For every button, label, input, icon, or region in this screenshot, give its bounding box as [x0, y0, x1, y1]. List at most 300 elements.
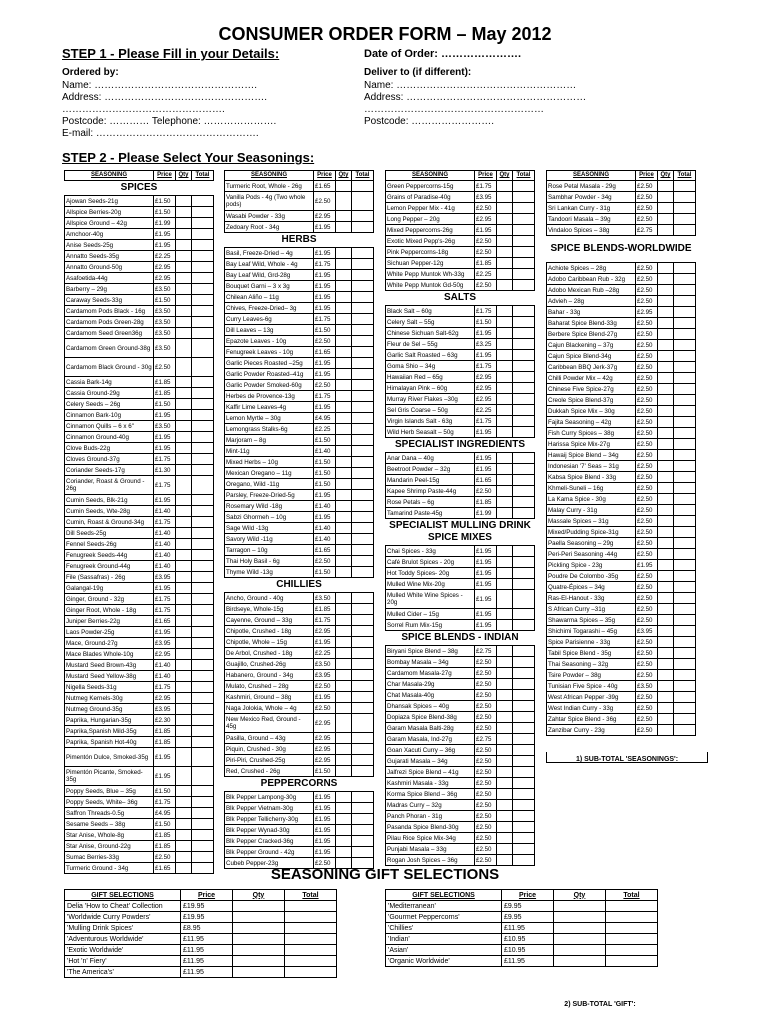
- total-cell[interactable]: [192, 786, 214, 797]
- qty-cell[interactable]: [497, 668, 513, 679]
- total-cell[interactable]: [192, 767, 214, 786]
- qty-cell[interactable]: [176, 819, 192, 830]
- total-cell[interactable]: [513, 306, 535, 317]
- total-cell[interactable]: [352, 468, 374, 479]
- qty-cell[interactable]: [176, 671, 192, 682]
- total-cell[interactable]: [192, 797, 214, 808]
- total-cell[interactable]: [513, 778, 535, 789]
- qty-cell[interactable]: [336, 733, 352, 744]
- total-cell[interactable]: [192, 660, 214, 671]
- qty-cell[interactable]: [176, 262, 192, 273]
- total-cell[interactable]: [352, 222, 374, 233]
- total-cell[interactable]: [513, 756, 535, 767]
- qty-cell[interactable]: [658, 461, 674, 472]
- total-cell[interactable]: [352, 545, 374, 556]
- total-cell[interactable]: [352, 457, 374, 468]
- ordered-address-field[interactable]: Address: ………………………………………….: [62, 92, 268, 103]
- gift-total-cell[interactable]: [285, 945, 337, 956]
- total-cell[interactable]: [674, 181, 696, 192]
- gift-total-cell[interactable]: [606, 912, 658, 923]
- gift-qty-cell[interactable]: [554, 945, 606, 956]
- total-cell[interactable]: [352, 325, 374, 336]
- total-cell[interactable]: [352, 292, 374, 303]
- total-cell[interactable]: [352, 604, 374, 615]
- gift-qty-cell[interactable]: [233, 967, 285, 978]
- qty-cell[interactable]: [336, 181, 352, 192]
- total-cell[interactable]: [192, 715, 214, 726]
- total-cell[interactable]: [674, 285, 696, 296]
- total-cell[interactable]: [352, 479, 374, 490]
- qty-cell[interactable]: [658, 516, 674, 527]
- total-cell[interactable]: [674, 384, 696, 395]
- total-cell[interactable]: [352, 347, 374, 358]
- qty-cell[interactable]: [497, 822, 513, 833]
- total-cell[interactable]: [352, 792, 374, 803]
- qty-cell[interactable]: [497, 181, 513, 192]
- qty-cell[interactable]: [176, 572, 192, 583]
- total-cell[interactable]: [192, 207, 214, 218]
- total-cell[interactable]: [674, 505, 696, 516]
- qty-cell[interactable]: [176, 506, 192, 517]
- qty-cell[interactable]: [336, 413, 352, 424]
- total-cell[interactable]: [352, 413, 374, 424]
- total-cell[interactable]: [192, 454, 214, 465]
- total-cell[interactable]: [674, 307, 696, 318]
- total-cell[interactable]: [674, 318, 696, 329]
- gift-qty-cell[interactable]: [233, 901, 285, 912]
- total-cell[interactable]: [674, 203, 696, 214]
- qty-cell[interactable]: [658, 725, 674, 736]
- total-cell[interactable]: [192, 605, 214, 616]
- total-cell[interactable]: [513, 214, 535, 225]
- qty-cell[interactable]: [658, 637, 674, 648]
- total-cell[interactable]: [674, 615, 696, 626]
- total-cell[interactable]: [192, 561, 214, 572]
- total-cell[interactable]: [352, 836, 374, 847]
- total-cell[interactable]: [192, 649, 214, 660]
- total-cell[interactable]: [352, 803, 374, 814]
- total-cell[interactable]: [674, 395, 696, 406]
- qty-cell[interactable]: [176, 693, 192, 704]
- qty-cell[interactable]: [658, 714, 674, 725]
- total-cell[interactable]: [513, 690, 535, 701]
- qty-cell[interactable]: [176, 704, 192, 715]
- qty-cell[interactable]: [497, 756, 513, 767]
- qty-cell[interactable]: [336, 825, 352, 836]
- total-cell[interactable]: [352, 692, 374, 703]
- total-cell[interactable]: [513, 372, 535, 383]
- qty-cell[interactable]: [176, 583, 192, 594]
- deliver-to-fields[interactable]: [364, 80, 664, 128]
- qty-cell[interactable]: [176, 841, 192, 852]
- total-cell[interactable]: [674, 604, 696, 615]
- qty-cell[interactable]: [497, 486, 513, 497]
- qty-cell[interactable]: [176, 229, 192, 240]
- qty-cell[interactable]: [658, 296, 674, 307]
- qty-cell[interactable]: [176, 852, 192, 863]
- qty-cell[interactable]: [176, 388, 192, 399]
- total-cell[interactable]: [513, 723, 535, 734]
- total-cell[interactable]: [352, 637, 374, 648]
- total-cell[interactable]: [192, 627, 214, 638]
- qty-cell[interactable]: [176, 399, 192, 410]
- total-cell[interactable]: [192, 852, 214, 863]
- total-cell[interactable]: [513, 427, 535, 438]
- qty-cell[interactable]: [176, 627, 192, 638]
- qty-cell[interactable]: [497, 475, 513, 486]
- total-cell[interactable]: [192, 295, 214, 306]
- qty-cell[interactable]: [658, 263, 674, 274]
- qty-cell[interactable]: [658, 505, 674, 516]
- gift-qty-cell[interactable]: [233, 912, 285, 923]
- qty-cell[interactable]: [176, 196, 192, 207]
- qty-cell[interactable]: [658, 582, 674, 593]
- total-cell[interactable]: [674, 362, 696, 373]
- qty-cell[interactable]: [336, 347, 352, 358]
- gift-total-cell[interactable]: [606, 934, 658, 945]
- total-cell[interactable]: [513, 745, 535, 756]
- qty-cell[interactable]: [497, 258, 513, 269]
- total-cell[interactable]: [352, 659, 374, 670]
- qty-cell[interactable]: [497, 464, 513, 475]
- qty-cell[interactable]: [658, 681, 674, 692]
- total-cell[interactable]: [352, 358, 374, 369]
- total-cell[interactable]: [513, 557, 535, 568]
- qty-cell[interactable]: [336, 534, 352, 545]
- qty-cell[interactable]: [336, 556, 352, 567]
- qty-cell[interactable]: [658, 439, 674, 450]
- qty-cell[interactable]: [176, 539, 192, 550]
- qty-cell[interactable]: [336, 567, 352, 578]
- total-cell[interactable]: [513, 394, 535, 405]
- qty-cell[interactable]: [658, 659, 674, 670]
- total-cell[interactable]: [192, 682, 214, 693]
- total-cell[interactable]: [192, 841, 214, 852]
- total-cell[interactable]: [352, 435, 374, 446]
- total-cell[interactable]: [192, 196, 214, 207]
- gift-total-cell[interactable]: [285, 967, 337, 978]
- qty-cell[interactable]: [658, 615, 674, 626]
- total-cell[interactable]: [674, 560, 696, 571]
- qty-cell[interactable]: [176, 410, 192, 421]
- qty-cell[interactable]: [497, 192, 513, 203]
- qty-cell[interactable]: [658, 527, 674, 538]
- qty-cell[interactable]: [497, 579, 513, 590]
- total-cell[interactable]: [674, 516, 696, 527]
- total-cell[interactable]: [674, 296, 696, 307]
- total-cell[interactable]: [513, 712, 535, 723]
- qty-cell[interactable]: [497, 247, 513, 258]
- qty-cell[interactable]: [176, 737, 192, 748]
- qty-cell[interactable]: [336, 336, 352, 347]
- qty-cell[interactable]: [658, 340, 674, 351]
- qty-cell[interactable]: [176, 465, 192, 476]
- total-cell[interactable]: [352, 681, 374, 692]
- total-cell[interactable]: [192, 539, 214, 550]
- total-cell[interactable]: [352, 270, 374, 281]
- total-cell[interactable]: [513, 679, 535, 690]
- total-cell[interactable]: [352, 391, 374, 402]
- total-cell[interactable]: [674, 714, 696, 725]
- total-cell[interactable]: [513, 317, 535, 328]
- qty-cell[interactable]: [336, 648, 352, 659]
- qty-cell[interactable]: [336, 847, 352, 858]
- qty-cell[interactable]: [658, 329, 674, 340]
- total-cell[interactable]: [674, 681, 696, 692]
- gift-total-cell[interactable]: [606, 923, 658, 934]
- gift-qty-cell[interactable]: [554, 901, 606, 912]
- qty-cell[interactable]: [336, 803, 352, 814]
- ordered-name-field[interactable]: Name: ………………………………………….: [62, 80, 258, 91]
- gift-total-cell[interactable]: [285, 956, 337, 967]
- total-cell[interactable]: [192, 830, 214, 841]
- total-cell[interactable]: [192, 218, 214, 229]
- qty-cell[interactable]: [497, 427, 513, 438]
- qty-cell[interactable]: [497, 657, 513, 668]
- qty-cell[interactable]: [176, 616, 192, 627]
- qty-cell[interactable]: [497, 372, 513, 383]
- qty-cell[interactable]: [336, 314, 352, 325]
- ordered-address-line2[interactable]: ………………………………………….: [62, 104, 225, 115]
- qty-cell[interactable]: [176, 443, 192, 454]
- gift-total-cell[interactable]: [285, 901, 337, 912]
- qty-cell[interactable]: [497, 609, 513, 620]
- total-cell[interactable]: [192, 583, 214, 594]
- qty-cell[interactable]: [336, 270, 352, 281]
- total-cell[interactable]: [352, 670, 374, 681]
- qty-cell[interactable]: [497, 745, 513, 756]
- qty-cell[interactable]: [497, 620, 513, 631]
- total-cell[interactable]: [674, 274, 696, 285]
- qty-cell[interactable]: [176, 421, 192, 432]
- total-cell[interactable]: [192, 262, 214, 273]
- qty-cell[interactable]: [497, 269, 513, 280]
- qty-cell[interactable]: [336, 744, 352, 755]
- qty-cell[interactable]: [658, 626, 674, 637]
- qty-cell[interactable]: [176, 284, 192, 295]
- total-cell[interactable]: [513, 225, 535, 236]
- qty-cell[interactable]: [336, 446, 352, 457]
- total-cell[interactable]: [352, 501, 374, 512]
- total-cell[interactable]: [352, 281, 374, 292]
- total-cell[interactable]: [513, 811, 535, 822]
- qty-cell[interactable]: [336, 358, 352, 369]
- qty-cell[interactable]: [176, 561, 192, 572]
- total-cell[interactable]: [192, 495, 214, 506]
- total-cell[interactable]: [513, 280, 535, 291]
- total-cell[interactable]: [674, 659, 696, 670]
- total-cell[interactable]: [674, 648, 696, 659]
- total-cell[interactable]: [192, 432, 214, 443]
- total-cell[interactable]: [513, 508, 535, 519]
- total-cell[interactable]: [513, 497, 535, 508]
- qty-cell[interactable]: [497, 328, 513, 339]
- qty-cell[interactable]: [658, 538, 674, 549]
- qty-cell[interactable]: [658, 192, 674, 203]
- qty-cell[interactable]: [176, 432, 192, 443]
- gift-total-cell[interactable]: [285, 923, 337, 934]
- total-cell[interactable]: [352, 755, 374, 766]
- qty-cell[interactable]: [658, 417, 674, 428]
- qty-cell[interactable]: [497, 350, 513, 361]
- total-cell[interactable]: [674, 351, 696, 362]
- total-cell[interactable]: [513, 486, 535, 497]
- qty-cell[interactable]: [336, 468, 352, 479]
- total-cell[interactable]: [192, 748, 214, 767]
- total-cell[interactable]: [352, 192, 374, 211]
- qty-cell[interactable]: [176, 660, 192, 671]
- qty-cell[interactable]: [336, 303, 352, 314]
- qty-cell[interactable]: [497, 508, 513, 519]
- qty-cell[interactable]: [336, 457, 352, 468]
- qty-cell[interactable]: [497, 546, 513, 557]
- total-cell[interactable]: [352, 556, 374, 567]
- qty-cell[interactable]: [336, 369, 352, 380]
- ordered-postcode-phone-field[interactable]: Postcode: ………… Telephone: ………………….: [62, 116, 277, 127]
- total-cell[interactable]: [513, 247, 535, 258]
- qty-cell[interactable]: [336, 615, 352, 626]
- qty-cell[interactable]: [658, 483, 674, 494]
- gift-total-cell[interactable]: [285, 912, 337, 923]
- total-cell[interactable]: [513, 734, 535, 745]
- total-cell[interactable]: [192, 465, 214, 476]
- total-cell[interactable]: [674, 263, 696, 274]
- qty-cell[interactable]: [658, 571, 674, 582]
- qty-cell[interactable]: [176, 605, 192, 616]
- total-cell[interactable]: [352, 259, 374, 270]
- qty-cell[interactable]: [176, 748, 192, 767]
- qty-cell[interactable]: [336, 766, 352, 777]
- qty-cell[interactable]: [176, 218, 192, 229]
- qty-cell[interactable]: [336, 545, 352, 556]
- qty-cell[interactable]: [658, 406, 674, 417]
- qty-cell[interactable]: [497, 690, 513, 701]
- ordered-email-field[interactable]: E-mail: ………………………………………….: [62, 128, 259, 139]
- qty-cell[interactable]: [497, 236, 513, 247]
- total-cell[interactable]: [192, 737, 214, 748]
- date-of-order[interactable]: Date of Order: ………………….: [364, 48, 522, 60]
- total-cell[interactable]: [674, 483, 696, 494]
- subtotal-gift[interactable]: 2) SUB-TOTAL 'GIFT':: [564, 1001, 636, 1008]
- qty-cell[interactable]: [658, 549, 674, 560]
- qty-cell[interactable]: [497, 317, 513, 328]
- total-cell[interactable]: [352, 648, 374, 659]
- total-cell[interactable]: [513, 475, 535, 486]
- total-cell[interactable]: [352, 744, 374, 755]
- total-cell[interactable]: [513, 620, 535, 631]
- total-cell[interactable]: [674, 593, 696, 604]
- gift-qty-cell[interactable]: [233, 934, 285, 945]
- qty-cell[interactable]: [658, 318, 674, 329]
- qty-cell[interactable]: [336, 490, 352, 501]
- qty-cell[interactable]: [176, 797, 192, 808]
- total-cell[interactable]: [352, 714, 374, 733]
- qty-cell[interactable]: [336, 281, 352, 292]
- total-cell[interactable]: [192, 284, 214, 295]
- total-cell[interactable]: [513, 339, 535, 350]
- deliver-address-line2[interactable]: ………………………………………………: [364, 104, 544, 115]
- qty-cell[interactable]: [658, 373, 674, 384]
- qty-cell[interactable]: [658, 560, 674, 571]
- qty-cell[interactable]: [497, 306, 513, 317]
- qty-cell[interactable]: [336, 593, 352, 604]
- total-cell[interactable]: [674, 439, 696, 450]
- total-cell[interactable]: [192, 358, 214, 377]
- qty-cell[interactable]: [497, 557, 513, 568]
- gift-qty-cell[interactable]: [554, 912, 606, 923]
- gift-qty-cell[interactable]: [554, 956, 606, 967]
- qty-cell[interactable]: [497, 833, 513, 844]
- qty-cell[interactable]: [336, 222, 352, 233]
- gift-qty-cell[interactable]: [233, 956, 285, 967]
- total-cell[interactable]: [192, 704, 214, 715]
- qty-cell[interactable]: [336, 402, 352, 413]
- total-cell[interactable]: [513, 546, 535, 557]
- total-cell[interactable]: [192, 273, 214, 284]
- qty-cell[interactable]: [336, 211, 352, 222]
- qty-cell[interactable]: [336, 391, 352, 402]
- total-cell[interactable]: [192, 808, 214, 819]
- total-cell[interactable]: [513, 657, 535, 668]
- total-cell[interactable]: [513, 350, 535, 361]
- qty-cell[interactable]: [336, 259, 352, 270]
- total-cell[interactable]: [352, 703, 374, 714]
- total-cell[interactable]: [674, 192, 696, 203]
- qty-cell[interactable]: [658, 384, 674, 395]
- qty-cell[interactable]: [336, 626, 352, 637]
- total-cell[interactable]: [513, 383, 535, 394]
- qty-cell[interactable]: [497, 767, 513, 778]
- total-cell[interactable]: [192, 517, 214, 528]
- qty-cell[interactable]: [658, 428, 674, 439]
- qty-cell[interactable]: [497, 723, 513, 734]
- total-cell[interactable]: [674, 637, 696, 648]
- total-cell[interactable]: [674, 373, 696, 384]
- qty-cell[interactable]: [336, 479, 352, 490]
- total-cell[interactable]: [192, 443, 214, 454]
- total-cell[interactable]: [513, 405, 535, 416]
- qty-cell[interactable]: [497, 646, 513, 657]
- total-cell[interactable]: [674, 549, 696, 560]
- total-cell[interactable]: [513, 579, 535, 590]
- qty-cell[interactable]: [176, 517, 192, 528]
- qty-cell[interactable]: [336, 512, 352, 523]
- total-cell[interactable]: [192, 638, 214, 649]
- deliver-address-field[interactable]: Address: ………………………………………………: [364, 92, 587, 103]
- qty-cell[interactable]: [176, 207, 192, 218]
- gift-qty-cell[interactable]: [233, 923, 285, 934]
- total-cell[interactable]: [674, 472, 696, 483]
- total-cell[interactable]: [513, 822, 535, 833]
- total-cell[interactable]: [192, 476, 214, 495]
- subtotal-seasonings[interactable]: [546, 752, 708, 763]
- total-cell[interactable]: [674, 626, 696, 637]
- ordered-by-fields[interactable]: [62, 80, 362, 140]
- qty-cell[interactable]: [336, 292, 352, 303]
- qty-cell[interactable]: [658, 648, 674, 659]
- total-cell[interactable]: [192, 306, 214, 317]
- total-cell[interactable]: [352, 626, 374, 637]
- qty-cell[interactable]: [497, 679, 513, 690]
- qty-cell[interactable]: [176, 726, 192, 737]
- total-cell[interactable]: [352, 567, 374, 578]
- total-cell[interactable]: [513, 181, 535, 192]
- qty-cell[interactable]: [176, 649, 192, 660]
- qty-cell[interactable]: [176, 682, 192, 693]
- qty-cell[interactable]: [658, 703, 674, 714]
- total-cell[interactable]: [192, 528, 214, 539]
- total-cell[interactable]: [192, 410, 214, 421]
